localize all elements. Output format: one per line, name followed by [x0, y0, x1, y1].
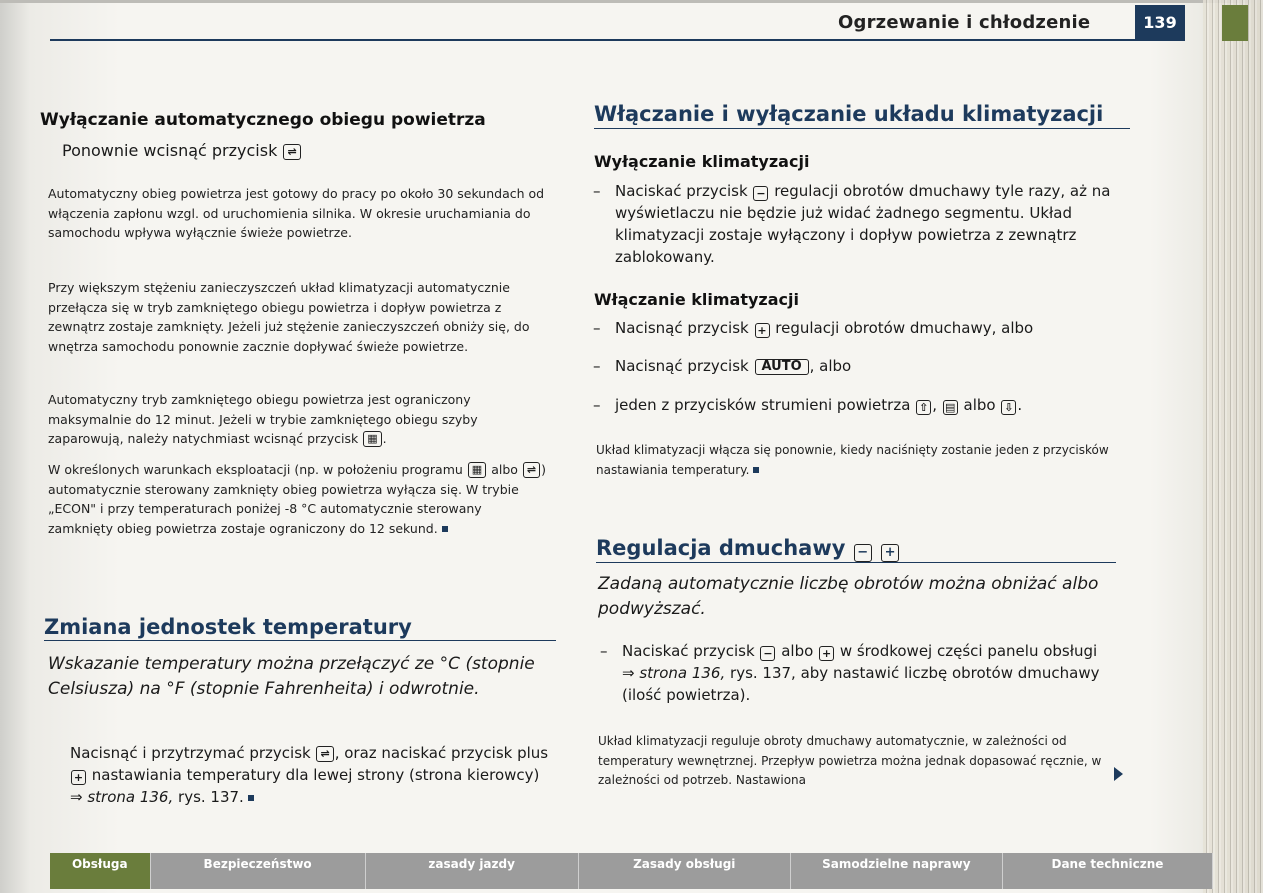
step-text: Ponownie wcisnąć przycisk [62, 141, 278, 160]
step-text: rys. 137, aby nastawić liczbę obrotów dmuchawy (ilość powietrza). [622, 664, 1100, 704]
paragraph: Przy większym stężeniu zanieczyszczeń układ klimatyzacji automatycznie przełącza się w tryb zamkniętego obiegu powietrza i dopływ powietrza z zewnątrz zostaje zamknięty. Jeżeli już stężenie zanieczyszczeń obniży się, do wnętrza samochodu ponownie zacznie dopływać świeże powietrze. [48, 280, 530, 354]
auto-button-icon: AUTO [755, 359, 809, 375]
paragraph: Automatyczny obieg powietrza jest gotowy do pracy po około 30 sekundach od włączenia zapłonu wzgl. od uruchomienia silnika. W okresie uruchamiania do samochodu wpływa wyłącznie świeże powietrze. [48, 186, 545, 240]
recirculation-button-icon: ⇌ [283, 144, 300, 160]
albo-text: albo [963, 396, 996, 414]
minus-button-icon: − [753, 186, 768, 201]
step-text: w środkowej części panelu obsługi [839, 642, 1098, 660]
step-ac-off: – Naciskać przycisk − regulacji obrotów dmuchawy tyle razy, aż na wyświetlaczu nie będzie już widać żadnego segmentu. Układ klimatyzacji zostaje wyłączony i dopływ powietrza z zewnątrz zablokowany. [593, 182, 1111, 266]
running-title: Ogrzewanie i chłodzenie [838, 12, 1091, 33]
tab-samodzielne-naprawy[interactable]: Samodzielne naprawy [791, 853, 1003, 889]
step-recirculation-off [62, 140, 302, 162]
paragraph: Automatyczny tryb zamkniętego obiegu powietrza jest ograniczony maksymalnie do 12 minut. Jeżeli w trybie zamkniętego obiegu szyby zaparowują, należy natychmiast wcisnąć przycisk ▦ . [48, 392, 478, 446]
step-text: Naciskać przycisk [615, 182, 748, 200]
minus-button-icon: − [760, 646, 775, 661]
step-text: nastawiania temperatury dla lewej strony (strona kierowcy) [91, 766, 540, 784]
step-ac-on-2: – Nacisnąć przycisk AUTO , albo [593, 357, 852, 375]
minus-button-icon: − [854, 544, 872, 562]
continue-arrow-icon [1114, 767, 1123, 781]
step-text: regulacji obrotów dmuchawy tyle razy, aż na wyświetlaczu nie będzie już widać żadnego segmentu. Układ klimatyzacji zostaje wyłączony i dopływ powietrza z zewnątrz zablokowany. [615, 182, 1111, 266]
paragraph-text: Automatyczny tryb zamkniętego obiegu powietrza jest ograniczony maksymalnie do 12 minut. Jeżeli w trybie zamkniętego obiegu szyby zaparowują, należy natychmiast wcisnąć przycisk [48, 392, 478, 446]
section-rule [596, 562, 1116, 563]
section-rule [594, 128, 1130, 129]
section-title-temperature-units: Zmiana jednostek temperatury [44, 615, 412, 639]
albo-text: albo [781, 642, 814, 660]
book-spine [1203, 0, 1263, 893]
section-title-ac-toggle: Włączanie i wyłączanie układu klimatyzacji [594, 102, 1104, 126]
tab-zasady-obslugi[interactable]: Zasady obsługi [579, 853, 791, 889]
step-text: , oraz naciskać przycisk plus [334, 744, 549, 762]
plus-button-icon: + [71, 770, 86, 785]
end-marker-icon [442, 526, 448, 532]
paragraph-text: W określonych warunkach eksploatacji (np. w położeniu programu [48, 462, 463, 477]
defrost-button-icon: ▦ [363, 431, 381, 447]
step-text: regulacji obrotów dmuchawy, albo [775, 319, 1034, 337]
step-temperature-units [70, 742, 556, 808]
paragraph-text: ) automatycznie sterowany zamknięty obieg powietrza wyłącza się. W trybie „ECON" i przy temperaturach poniżej -8 °C automatycznie sterowany zamknięty obieg powietrza zostaje ograniczony do 12 sekund. [48, 462, 546, 536]
recirculation-button-icon: ⇌ [316, 746, 333, 762]
step-text: Nacisnąć przycisk [615, 319, 749, 337]
chapter-marker [1222, 5, 1248, 41]
header-rule [50, 39, 1145, 41]
step-text: Naciskać przycisk [622, 642, 755, 660]
step-text: Nacisnąć przycisk [615, 357, 749, 375]
tab-obsluga[interactable]: Obsługa [50, 853, 151, 889]
tab-dane-techniczne[interactable]: Dane techniczne [1003, 853, 1213, 889]
albo-text: albo [491, 462, 518, 477]
paragraph: Układ klimatyzacji reguluje obroty dmuchawy automatycznie, w zależności od temperatury wewnętrznej. Przepływ powietrza można jednak dopasować ręcznie, w zależności od potrzeb. Nastawiona [598, 734, 1102, 787]
subsection-title-ac-on: Włączanie klimatyzacji [594, 290, 799, 309]
plus-button-icon: + [755, 323, 770, 338]
airflow-up-icon: ⇧ [916, 400, 931, 415]
section-rule [44, 640, 556, 641]
airflow-down-icon: ⇩ [1001, 400, 1016, 415]
section-title-text: Regulacja dmuchawy [596, 536, 846, 560]
paragraph [48, 460, 548, 538]
page-number: 139 [1135, 5, 1185, 41]
figure-reference: rys. 137. [178, 788, 244, 806]
step-ac-on-3: – jeden z przycisków strumieni powietrza ⇧ , ▤ albo ⇩ . [593, 396, 1023, 414]
note-text: Układ klimatyzacji włącza się ponownie, kiedy naciśnięty zostanie jeden z przycisków nastawiania temperatury. [596, 443, 1109, 477]
chapter-tabs [50, 853, 1213, 889]
subsection-title-ac-off: Wyłączanie klimatyzacji [594, 152, 810, 171]
airflow-center-icon: ▤ [943, 400, 958, 415]
tab-zasady-jazdy[interactable]: zasady jazdy [366, 853, 579, 889]
end-marker-icon [248, 795, 254, 801]
defrost-button-icon: ▦ [468, 462, 486, 478]
step-ac-on-1: – Nacisnąć przycisk + regulacji obrotów dmuchawy, albo [593, 319, 1034, 337]
step-blower: – Naciskać przycisk − albo + w środkowej części panelu obsługi ⇒ strona 136, rys. 137, aby nastawić liczbę obrotów dmuchawy (ilość powietrza). [600, 642, 1100, 704]
tab-bezpieczenstwo[interactable]: Bezpieczeństwo [151, 853, 366, 889]
section-intro: Zadaną automatycznie liczbę obrotów można obniżać albo podwyższać. [598, 574, 1099, 619]
top-edge [0, 0, 1263, 3]
plus-button-icon: + [819, 646, 834, 661]
page-reference: ⇒ strona 136, [622, 664, 726, 682]
step-text: jeden z przycisków strumieni powietrza [615, 396, 911, 414]
step-text: Nacisnąć i przytrzymać przycisk [70, 744, 311, 762]
plus-button-icon: + [881, 544, 899, 562]
section-title-recirculation-off: Wyłączanie automatycznego obiegu powietrza [40, 110, 486, 130]
section-title-blower [596, 536, 900, 562]
section-intro: Wskazanie temperatury można przełączyć ze °C (stopnie Celsiusza) na °F (stopnie Fahrenheita) i odwrotnie. [48, 654, 535, 699]
recirculation-button-icon: ⇌ [523, 462, 540, 478]
note [596, 441, 1116, 480]
end-marker-icon [753, 467, 759, 473]
page-reference: ⇒ strona 136, [70, 788, 174, 806]
step-text: , albo [809, 357, 852, 375]
